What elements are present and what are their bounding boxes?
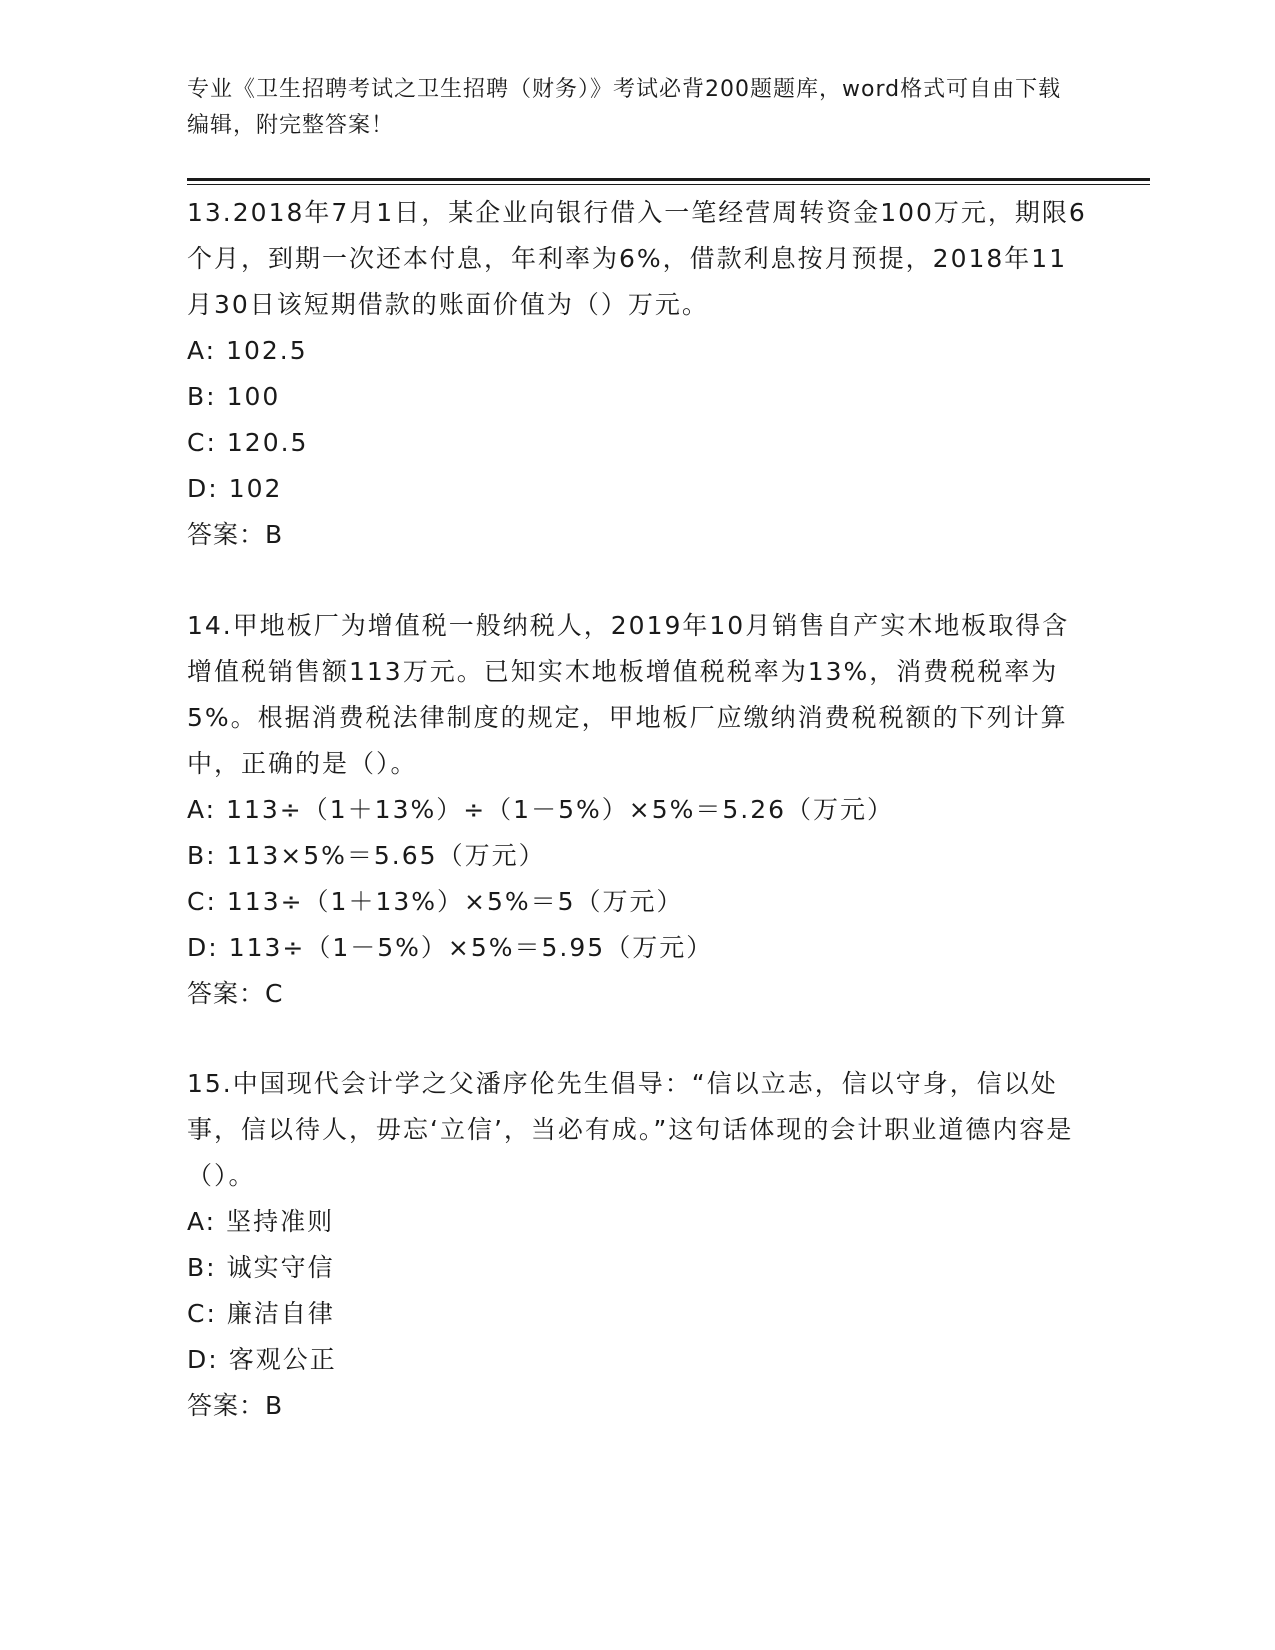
answer-line: 答案：C: [187, 979, 284, 1008]
option-a: [187, 328, 1087, 374]
question-stem: 14.甲地板厂为增值税一般纳税人，2019年10月销售自产实木地板取得含增值税销售额113万元。已知实木地板增值税税率为13%，消费税税率为5%。根据消费税法律制度的规定，甲地板厂应缴纳消费税税额的下列计算中，正确的是（）。: [187, 611, 1070, 778]
option-text: 113÷（1＋13%）÷（1－5%）×5%＝5.26（万元）: [226, 795, 895, 824]
option-c: [187, 879, 1087, 925]
option-text: 100: [226, 382, 281, 411]
option-d: [187, 466, 1087, 512]
option-b: [187, 374, 1087, 420]
answer-line: 答案：B: [187, 1391, 284, 1420]
option-label: D:: [187, 933, 219, 962]
option-c: [187, 420, 1087, 466]
option-text: 102: [228, 474, 283, 503]
option-text: 102.5: [226, 336, 308, 365]
option-label: A:: [187, 795, 217, 824]
option-label: B:: [187, 382, 217, 411]
option-text: 120.5: [226, 428, 309, 457]
option-b: [187, 833, 1087, 879]
option-text: 113÷（1－5%）×5%＝5.95（万元）: [228, 933, 714, 962]
option-text: 113÷（1＋13%）×5%＝5（万元）: [226, 887, 684, 916]
question-15: [187, 1061, 1087, 1429]
option-label: B:: [187, 841, 217, 870]
option-text: 113×5%＝5.65（万元）: [226, 841, 546, 870]
option-c: [187, 1291, 1087, 1337]
option-text: 坚持准则: [226, 1207, 335, 1236]
option-label: C:: [187, 887, 217, 916]
option-a: [187, 787, 1087, 833]
question-stem: 15.中国现代会计学之父潘序伦先生倡导：“信以立志，信以守身，信以处事，信以待人，毋忘‘立信’，当必有成。”这句话体现的会计职业道德内容是（）。: [187, 1069, 1074, 1190]
option-label: C:: [187, 428, 217, 457]
document-header: 专业《卫生招聘考试之卫生招聘（财务）》考试必背200题题库，word格式可自由下载编辑，附完整答案！: [187, 77, 1062, 138]
header-divider-thin: [187, 184, 1150, 185]
option-label: D:: [187, 474, 219, 503]
answer-line: 答案：B: [187, 520, 284, 549]
question-stem: 13.2018年7月1日，某企业向银行借入一笔经营周转资金100万元，期限6个月，到期一次还本付息，年利率为6%，借款利息按月预提，2018年11月30日该短期借款的账面价值为（）万元。: [187, 198, 1087, 319]
option-label: B:: [187, 1253, 217, 1282]
option-a: [187, 1199, 1087, 1245]
option-text: 诚实守信: [226, 1253, 335, 1282]
option-d: [187, 1337, 1087, 1383]
option-d: [187, 925, 1087, 971]
option-b: [187, 1245, 1087, 1291]
option-label: C:: [187, 1299, 217, 1328]
option-label: D:: [187, 1345, 219, 1374]
option-label: A:: [187, 336, 217, 365]
option-text: 廉洁自律: [226, 1299, 335, 1328]
question-13: [187, 190, 1087, 558]
question-14: [187, 603, 1087, 1017]
header-divider-thick: [187, 178, 1150, 181]
option-label: A:: [187, 1207, 217, 1236]
option-text: 客观公正: [228, 1345, 337, 1374]
